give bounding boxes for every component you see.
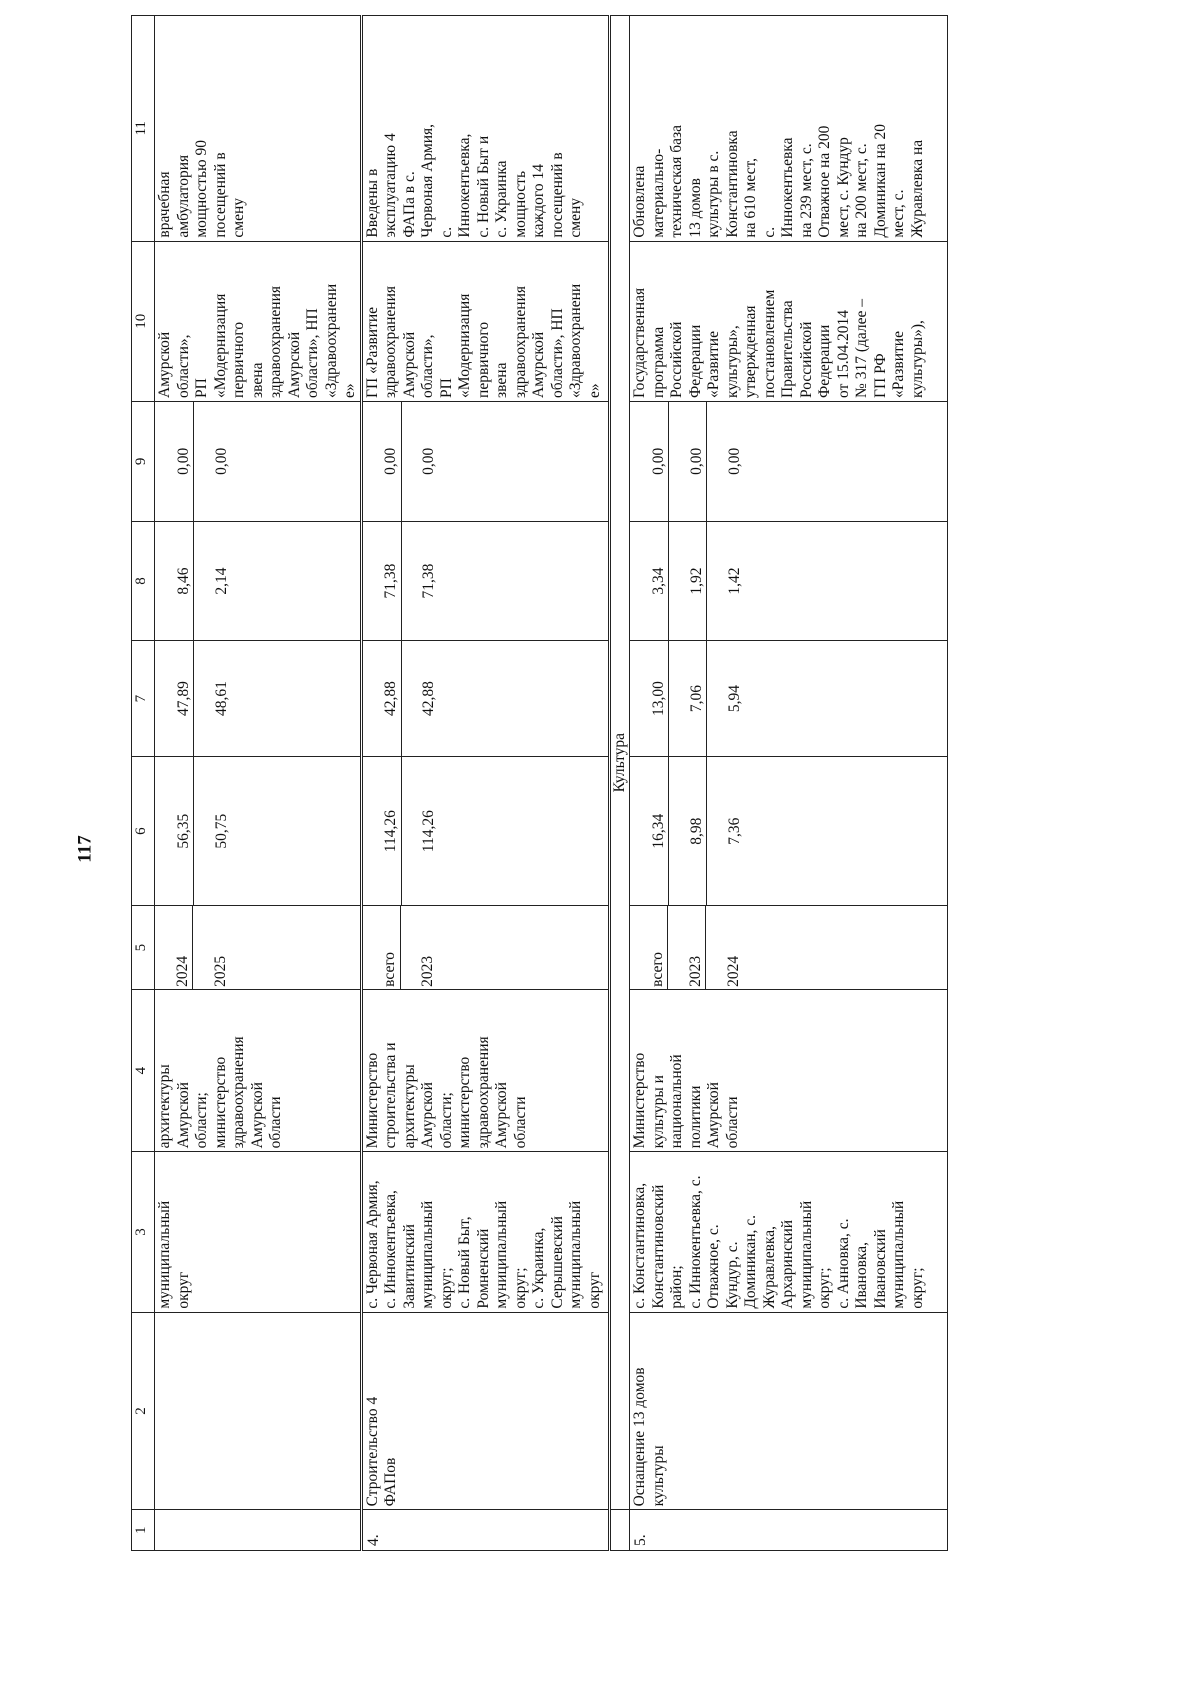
amount-value: 0,00 (175, 402, 195, 521)
row-number: 5. (630, 1510, 948, 1551)
program-reference: Государственная программа Российской Федерации «Развитие культуры», утвержденная постановлением Правительства Российской Федерации от 15.04.2014 № 317 (далее – ГП РФ «Развитие культуры»), (630, 241, 948, 401)
amount-value: 0,00 (688, 402, 708, 521)
program-table-sheet (131, 15, 1141, 1551)
object-location: с. Червоная Армия, с. Иннокентьевка, Завитинский муниципальный округ; с. Новый Быт, Ромненский муниципальный округ; с. Украинка, Серышевский муниципальный округ (361, 1152, 609, 1312)
amount-value: 13,00 (650, 641, 670, 755)
amount-col9-cell (361, 401, 609, 521)
amount-value: 5,94 (725, 685, 743, 713)
year-value: 2024 (724, 955, 742, 987)
amount-value: 7,06 (688, 641, 708, 755)
amount-value: 71,38 (382, 522, 402, 641)
program-reference: ГП «Развитие здравоохранения Амурской области», РП «Модернизация первичного звена здравоохранения Амурской области», НП «Здравоохранени е» (361, 241, 609, 401)
row-number (155, 1510, 362, 1551)
section-blank (609, 1510, 630, 1551)
amount-value: 0,00 (212, 447, 230, 475)
amount-col9-cell (155, 401, 362, 521)
table-row (361, 16, 609, 1551)
expected-result: Обновлена материально- техническая база 13 домов культуры в с. Константиновка на 610 мест, с. Иннокентьевка на 239 мест, с. Отважное на 200 мест, с. Кундур на 200 мест, с. Доминикан на 20 мест, с. Журавлевка на (630, 16, 948, 242)
program-table (131, 15, 948, 1551)
amount-total-cell (155, 756, 362, 906)
header-row (132, 16, 155, 1551)
year-value: всего (381, 905, 401, 989)
years-cell (155, 906, 362, 989)
amount-value: 0,00 (650, 402, 670, 521)
amount-value: 0,00 (725, 447, 743, 475)
amount-col7-cell (630, 641, 948, 756)
header-cell: 3 (132, 1152, 155, 1312)
amount-value: 71,38 (420, 563, 437, 599)
object-name: Оснащение 13 домов культуры (630, 1312, 948, 1510)
year-value: 2024 (174, 905, 194, 989)
amount-col8-cell (630, 521, 948, 641)
amount-value: 8,46 (175, 522, 195, 641)
expected-result: Введены в эксплуатацию 4 ФАПа в с. Червоная Армия, с. Иннокентьевка, с. Новый Быт и с. Украинка мощность каждого 14 посещений в смену (361, 16, 609, 242)
header-cell: 1 (132, 1510, 155, 1551)
year-value: всего (649, 905, 669, 989)
table-row (630, 16, 948, 1551)
amount-value: 0,00 (382, 402, 402, 521)
row-number: 4. (361, 1510, 609, 1551)
amount-value: 50,75 (212, 813, 230, 849)
section-title: Культура (609, 16, 630, 1510)
amount-value: 47,89 (175, 641, 195, 755)
amount-value: 3,34 (650, 522, 670, 641)
header-cell: 10 (132, 241, 155, 401)
amount-total-cell (630, 756, 948, 906)
year-value: 2025 (211, 955, 229, 987)
amount-value: 42,88 (382, 641, 402, 755)
object-name: Строительство 4 ФАПов (361, 1312, 609, 1510)
amount-value: 1,92 (688, 522, 708, 641)
object-name (155, 1312, 362, 1510)
amount-col7-cell (155, 641, 362, 756)
amount-value: 114,26 (382, 757, 402, 906)
years-cell (630, 906, 948, 989)
header-cell: 9 (132, 401, 155, 521)
expected-result: врачебная амбулатория мощностью 90 посещений в смену (155, 16, 362, 242)
year-value: 2023 (687, 905, 707, 989)
responsible-body: Министерство культуры и национальной политики Амурской области (630, 989, 948, 1151)
amount-col9-cell (630, 401, 948, 521)
amount-value: 8,98 (688, 757, 708, 906)
amount-col7-cell (361, 641, 609, 756)
amount-value: 42,88 (420, 681, 437, 717)
amount-total-cell (361, 756, 609, 906)
amount-col8-cell (361, 521, 609, 641)
amount-value: 16,34 (650, 757, 670, 906)
years-cell (361, 906, 609, 989)
header-cell: 4 (132, 989, 155, 1151)
object-location: с. Константиновка, Константиновский район; с. Иннокентьевка, с. Отважное, с. Кундур, с. Доминикан, с. Журавлевка, Архаринский муниципальный округ; с. Анновка, с. Ивановка, Ивановский муниципальный округ; (630, 1152, 948, 1312)
amount-value: 7,36 (725, 817, 743, 845)
amount-value: 56,35 (175, 757, 195, 906)
header-cell: 5 (132, 906, 155, 989)
amount-value: 0,00 (420, 447, 437, 475)
program-reference: Амурской области», РП «Модернизация первичного звена здравоохранения Амурской области», НП «Здравоохранени е» (155, 241, 362, 401)
page-number: 117 (74, 835, 96, 863)
amount-value: 2,14 (212, 567, 230, 595)
header-cell: 11 (132, 16, 155, 242)
object-location: муниципальный округ (155, 1152, 362, 1312)
header-cell: 6 (132, 756, 155, 906)
year-value: 2023 (419, 955, 436, 987)
amount-col8-cell (155, 521, 362, 641)
header-cell: 8 (132, 521, 155, 641)
table-row (155, 16, 362, 1551)
amount-value: 48,61 (212, 681, 230, 717)
header-cell: 7 (132, 641, 155, 756)
amount-value: 114,26 (420, 810, 437, 853)
amount-value: 1,42 (725, 567, 743, 595)
section-row (609, 16, 630, 1551)
responsible-body: архитектуры Амурской области; министерство здравоохранения Амурской области (155, 989, 362, 1151)
responsible-body: Министерство строительства и архитектуры Амурской области; министерство здравоохранения Амурской области (361, 989, 609, 1151)
header-cell: 2 (132, 1312, 155, 1510)
